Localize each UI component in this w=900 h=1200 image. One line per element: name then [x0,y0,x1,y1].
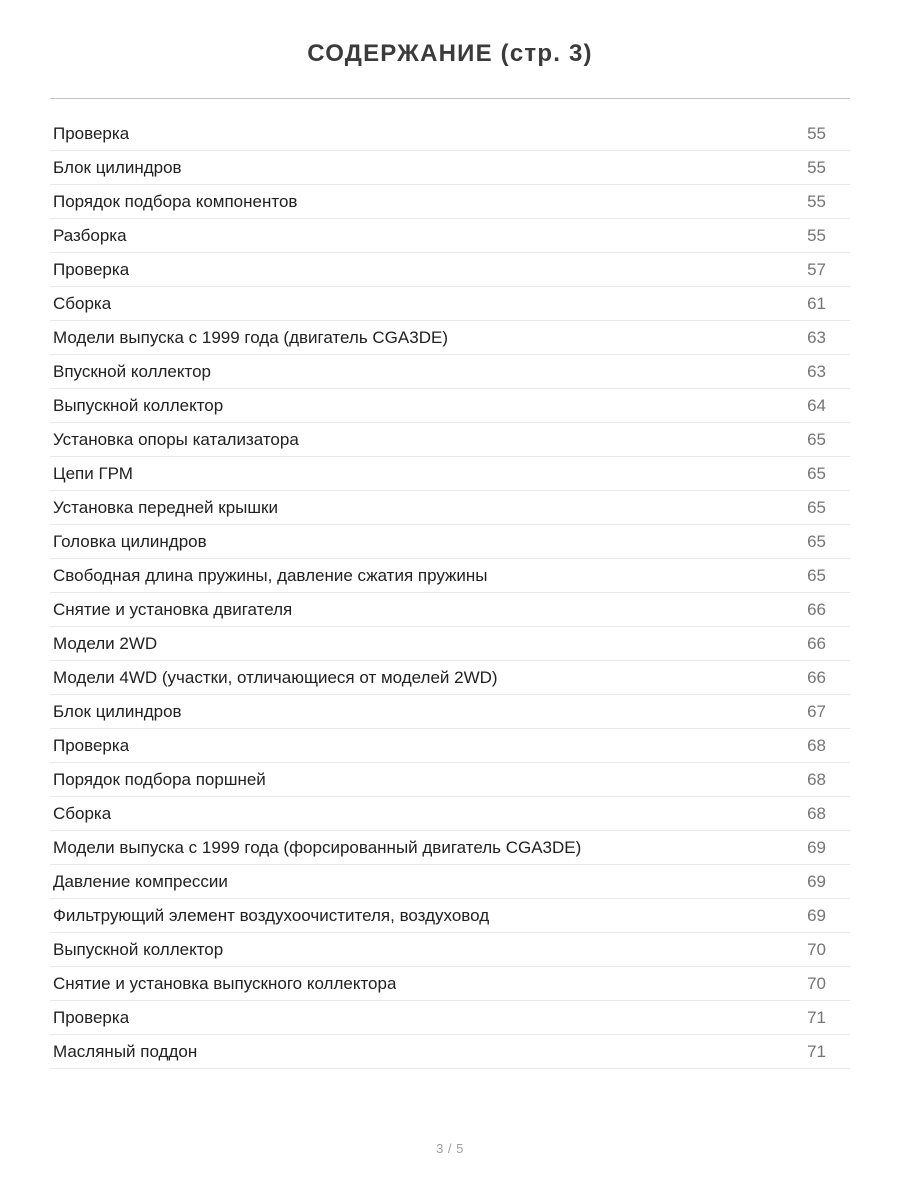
toc-entry-label: Давление компрессии [53,871,228,891]
toc-entry[interactable] [50,151,850,185]
toc-page [50,0,850,1156]
toc-entry-label: Впускной коллектор [53,361,211,381]
toc-entry-page: 69 [807,871,826,891]
toc-entry-page: 67 [807,701,826,721]
toc-entry[interactable] [50,967,850,1001]
toc-entry[interactable] [50,219,850,253]
toc-entry[interactable] [50,321,850,355]
toc-entry[interactable] [50,763,850,797]
toc-entry[interactable] [50,695,850,729]
toc-entry[interactable] [50,1035,850,1069]
toc-entry[interactable] [50,491,850,525]
toc-entry-page: 63 [807,327,826,347]
toc-entry[interactable] [50,423,850,457]
toc-entry-page: 65 [807,497,826,517]
toc-entry-label: Свободная длина пружины, давление сжатия пружины [53,565,488,585]
page-indicator: 3 / 5 [436,1141,464,1156]
toc-entry-label: Выпускной коллектор [53,395,224,415]
toc-entry-page: 69 [807,837,826,857]
toc-entry-page: 63 [807,361,826,381]
toc-entry-page: 65 [807,531,826,551]
page-title: СОДЕРЖАНИЕ (стр. 3) [307,40,593,67]
toc-entry[interactable] [50,185,850,219]
toc-entry[interactable] [50,627,850,661]
toc-entry-label: Фильтрующий элемент воздухоочистителя, воздуховод [53,905,490,925]
toc-entry-page: 71 [807,1007,826,1027]
toc-entry-page: 57 [807,259,826,279]
toc-entry-page: 64 [807,395,826,415]
toc-entry-label: Блок цилиндров [53,157,182,177]
toc-entry-page: 65 [807,565,826,585]
toc-entry-page: 55 [807,157,826,177]
toc-entry[interactable] [50,355,850,389]
toc-entry-label: Выпускной коллектор [53,939,224,959]
toc-entry-page: 66 [807,633,826,653]
toc-entry-label: Блок цилиндров [53,701,182,721]
toc-entry-page: 66 [807,599,826,619]
toc-entry[interactable] [50,593,850,627]
toc-entry-label: Масляный поддон [53,1041,198,1061]
toc-entry[interactable] [50,797,850,831]
title-divider [50,98,850,99]
toc-list [50,117,850,1069]
toc-entry-page: 70 [807,973,826,993]
toc-entry-label: Модели 2WD [53,633,158,653]
toc-entry-page: 65 [807,429,826,449]
toc-entry[interactable] [50,865,850,899]
toc-entry-label: Сборка [53,293,112,313]
toc-entry[interactable] [50,457,850,491]
toc-entry[interactable] [50,1001,850,1035]
toc-entry-label: Установка опоры катализатора [53,429,299,449]
toc-entry-page: 55 [807,191,826,211]
toc-entry-page: 71 [807,1041,826,1061]
toc-entry-page: 69 [807,905,826,925]
toc-entry-label: Проверка [53,123,130,143]
toc-entry-label: Порядок подбора компонентов [53,191,298,211]
toc-entry-label: Разборка [53,225,127,245]
toc-entry[interactable] [50,933,850,967]
toc-entry-label: Проверка [53,1007,130,1027]
toc-entry[interactable] [50,287,850,321]
toc-entry-label: Модели выпуска с 1999 года (форсированный двигатель CGA3DE) [53,837,582,857]
toc-entry-label: Цепи ГРМ [53,463,133,483]
toc-entry[interactable] [50,661,850,695]
toc-entry-page: 68 [807,735,826,755]
toc-entry-page: 68 [807,803,826,823]
toc-entry-page: 55 [807,225,826,245]
toc-entry-label: Порядок подбора поршней [53,769,266,789]
toc-entry-label: Модели выпуска с 1999 года (двигатель CGA3DE) [53,327,448,347]
toc-entry-page: 68 [807,769,826,789]
toc-entry[interactable] [50,389,850,423]
toc-entry[interactable] [50,117,850,151]
toc-entry[interactable] [50,729,850,763]
toc-entry-label: Головка цилиндров [53,531,207,551]
toc-entry-label: Проверка [53,735,130,755]
toc-entry[interactable] [50,559,850,593]
toc-entry-page: 55 [807,123,826,143]
toc-entry-label: Проверка [53,259,130,279]
toc-entry-label: Сборка [53,803,112,823]
toc-entry-label: Модели 4WD (участки, отличающиеся от моделей 2WD) [53,667,498,687]
toc-entry[interactable] [50,253,850,287]
toc-entry-page: 66 [807,667,826,687]
toc-entry-label: Снятие и установка двигателя [53,599,293,619]
toc-entry-page: 61 [807,293,826,313]
toc-entry[interactable] [50,899,850,933]
toc-entry-page: 70 [807,939,826,959]
toc-entry[interactable] [50,831,850,865]
toc-entry[interactable] [50,525,850,559]
toc-entry-label: Установка передней крышки [53,497,278,517]
toc-entry-page: 65 [807,463,826,483]
toc-entry-label: Снятие и установка выпускного коллектора [53,973,397,993]
